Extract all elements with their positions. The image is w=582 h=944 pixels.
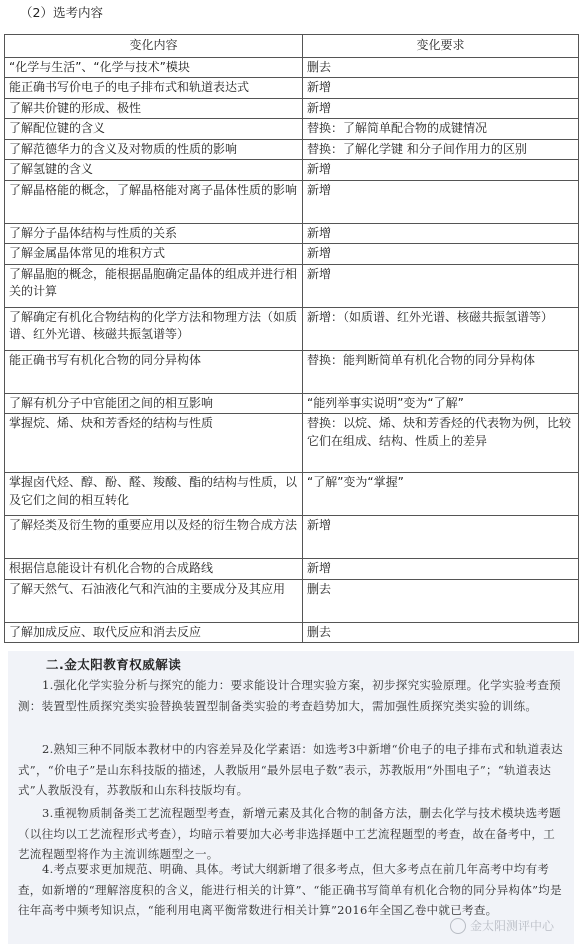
interpretation-paragraph: 2.熟知三种不同版本教材中的内容差异及化学素语：如选考3中新增“价电子的电子排布式和轨道表达式”，“价电子”是山东科技版的描述，人教版用“最外层电子数”表示，苏教版用“外围电子”；“轨道表达式”人教版没有，苏教版和山东科技版均有。 xyxy=(18,742,563,797)
wechat-logo-icon xyxy=(450,918,466,934)
table-cell: 了解氢键的含义 xyxy=(5,160,303,181)
table-row xyxy=(5,622,579,643)
table-cell: 删去 xyxy=(303,579,579,622)
table-cell: 新增 xyxy=(303,559,579,580)
table-cell: 了解分子晶体结构与性质的关系 xyxy=(5,223,303,244)
table-cell: 了解配位键的含义 xyxy=(5,119,303,140)
table-row xyxy=(5,350,579,393)
table-cell: 新增 xyxy=(303,98,579,119)
table-cell: 新增 xyxy=(303,244,579,265)
table-row xyxy=(5,264,579,307)
table-cell: 了解天然气、石油液化气和汽油的主要成分及其应用 xyxy=(5,579,303,622)
table-row xyxy=(5,473,579,516)
watermark xyxy=(450,917,554,935)
table-cell: 删去 xyxy=(303,622,579,643)
table-cell: 替换：了解化学键 和分子间作用力的区别 xyxy=(303,139,579,160)
interpretation-section xyxy=(8,651,574,944)
table-cell: “能列举事实说明”变为“了解” xyxy=(303,393,579,414)
table-cell: 了解确定有机化合物结构的化学方法和物理方法（如质谱、红外光谱、核磁共振氢谱等） xyxy=(5,307,303,350)
table-row xyxy=(5,516,579,559)
table-cell: 了解加成反应、取代反应和消去反应 xyxy=(5,622,303,643)
table-cell: 了解金属晶体常见的堆积方式 xyxy=(5,244,303,265)
changes-table xyxy=(4,34,579,643)
table-cell: 新增 xyxy=(303,160,579,181)
watermark-text: 金太阳测评中心 xyxy=(469,918,554,933)
table-row xyxy=(5,160,579,181)
table-cell: 新增：（如质谱、红外光谱、核磁共振氢谱等） xyxy=(303,307,579,350)
table-row xyxy=(5,180,579,223)
header-change-requirement: 变化要求 xyxy=(303,35,579,58)
table-row xyxy=(5,223,579,244)
table-row xyxy=(5,57,579,78)
interpretation-paragraph: 4.考点要求更加规范、明确、具体。考试大纲新增了很多考点，但大多考点在前几年高考中均有考查，如新增的“理解溶度积的含义，能进行相关的计算”、“能正确书写简单有机化合物的同分异构体”均是往年高考中频考知识点，“能利用电离平衡常数进行相关计算”2016年全国乙卷中就已考查。 xyxy=(18,862,562,917)
table-cell: 替换：能判断简单有机化合物的同分异构体 xyxy=(303,350,579,393)
interpretation-paragraph: 1.强化化学实验分析与探究的能力：要求能设计合理实验方案，初步探究实验原理。化学实验考查预测：装置型性质探究类实验替换装置型制备类实验的考查趋势加大，需加强性质探究类实验的训练。 xyxy=(18,678,561,713)
table-row xyxy=(5,119,579,140)
table-cell: 新增 xyxy=(303,223,579,244)
table-cell: 掌握烷、烯、炔和芳香烃的结构与性质 xyxy=(5,414,303,473)
table-cell: 删去 xyxy=(303,57,579,78)
table-row xyxy=(5,139,579,160)
table-cell: “化学与生活”、“化学与技术”模块 xyxy=(5,57,303,78)
table-row xyxy=(5,78,579,99)
table-row xyxy=(5,307,579,350)
table-cell: 掌握卤代烃、醇、酚、醛、羧酸、酯的结构与性质，以及它们之间的相互转化 xyxy=(5,473,303,516)
table-cell: 了解晶胞的概念，能根据晶胞确定晶体的组成并进行相关的计算 xyxy=(5,264,303,307)
table-cell: 了解晶格能的概念，了解晶格能对离子晶体性质的影响 xyxy=(5,180,303,223)
table-cell: 了解有机分子中官能团之间的相互影响 xyxy=(5,393,303,414)
table-cell: “了解”变为“掌握” xyxy=(303,473,579,516)
table-cell: 能正确书写有机化合物的同分异构体 xyxy=(5,350,303,393)
header-change-content: 变化内容 xyxy=(5,35,303,58)
table-row xyxy=(5,244,579,265)
table-row xyxy=(5,393,579,414)
table-row xyxy=(5,579,579,622)
table-cell: 新增 xyxy=(303,264,579,307)
interpretation-paragraph: 3.重视物质制备类工艺流程题型考查，新增元素及其化合物的制备方法，删去化学与技术模块选考题（以往均以工艺流程形式考查），均暗示着要加大必考非选择题中工艺流程题型的考查，故在备考中，工艺流程题型将作为主流训练题型之一。 xyxy=(18,806,561,861)
table-cell: 根据信息能设计有机化合物的合成路线 xyxy=(5,559,303,580)
table-row xyxy=(5,559,579,580)
table-cell: 了解共价键的形成、极性 xyxy=(5,98,303,119)
table-header-row xyxy=(5,35,579,58)
section-title: （2）选考内容 xyxy=(20,5,103,20)
table-cell: 新增 xyxy=(303,516,579,559)
table-cell: 替换：了解简单配合物的成键情况 xyxy=(303,119,579,140)
interpretation-title: 二.金太阳教育权威解读 xyxy=(46,657,182,672)
table-cell: 了解范德华力的含义及对物质的性质的影响 xyxy=(5,139,303,160)
table-row xyxy=(5,98,579,119)
table-cell: 替换：以烷、烯、炔和芳香烃的代表物为例，比较它们在组成、结构、性质上的差异 xyxy=(303,414,579,473)
table-cell: 了解烃类及衍生物的重要应用以及烃的衍生物合成方法 xyxy=(5,516,303,559)
table-cell: 新增 xyxy=(303,180,579,223)
table-cell: 能正确书写价电子的电子排布式和轨道表达式 xyxy=(5,78,303,99)
table-row xyxy=(5,414,579,473)
table-cell: 新增 xyxy=(303,78,579,99)
